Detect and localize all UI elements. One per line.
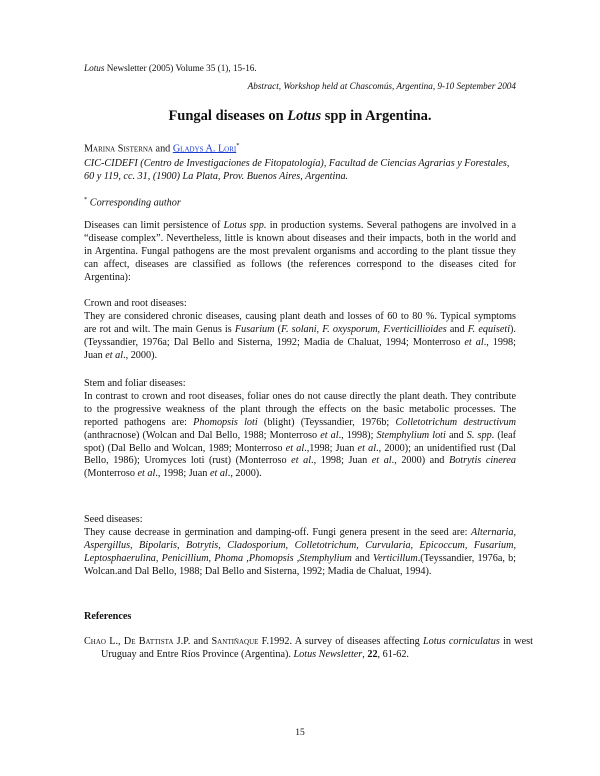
span: , [362,648,368,660]
em: et al [357,442,377,454]
abstract-note [84,80,516,93]
title-pre: Fungal diseases on [168,108,288,124]
em: et al [209,468,228,480]
span: They cause decrease in germination and damping-off. Fungi genera present in the seed are: [84,526,471,538]
intro-lotus: Lotus spp. [223,220,267,231]
stem-paragraph [84,391,516,481]
stem-section [84,378,516,481]
title-italic: Lotus [287,108,322,124]
em: Botrytis cinerea [448,455,516,467]
span: .(Teyssandier, 1976a, b; Wolcan.and Dal Bello, 1988; Dal Bello and Sisterna, 1992; Madia de Chaluat, 1994). [84,552,516,577]
abstract-note-text: Abstract, Workshop held at Chascomús, Argentina, 9-10 September 2004 [247,81,516,91]
span: ., 1998; Juan [84,336,516,361]
journal-name: Lotus [84,63,105,73]
em: S. spp [466,429,492,441]
stem-heading: Stem and foliar diseases: [84,378,186,389]
span: ., 2000). [227,468,262,480]
span: ( [274,323,282,335]
span: ). (Teyssandier, 1976a; Dal Bello and Sisterna, 1992; Madia de Chaluat, 1994; Monterroso [84,323,516,348]
crown-heading: Crown and root diseases: [84,298,187,309]
b: 22 [367,648,378,660]
span: They are considered chronic diseases, causing plant death and losses of 60 to 80 %. Typical symptoms are rot and wilt. The main Genus is [84,310,516,335]
em: Phomopsis loti [193,416,258,428]
corresponding-text: Corresponding author [87,197,181,209]
span: ., 2000). [123,349,158,361]
span: De Battista [123,636,174,647]
em: Stemphylium loti [376,429,446,441]
affiliation [84,158,516,184]
span: Santiñaque [211,636,259,647]
span: Chao [84,636,106,647]
reference-item [84,636,533,662]
span: and [445,429,467,441]
seed-heading: Seed diseases: [84,514,143,525]
span: ., 1998; Juan [155,468,210,480]
intro-a: Diseases can limit persistence of [84,220,224,231]
span: ., 1998); [338,429,377,441]
corresponding-author [84,193,516,210]
seed-paragraph [84,527,516,579]
author-sisterna: Marina Sisterna [84,143,153,155]
span: (anthracnose) (Wolcan and Dal Bello, 1988; Monterroso [84,429,321,441]
em: et al [285,442,305,454]
em: F. equiseti [467,323,511,335]
em: F. solani, F. oxysporum, F.verticillioides [281,323,447,335]
em: et al [464,336,484,348]
span: and [351,552,373,564]
em: et al [291,455,312,467]
span: .,1998; Juan [304,442,358,454]
crown-section [84,298,516,363]
em: Lotus corniculatus [422,636,500,647]
em: et al [137,468,156,480]
span: and [446,323,468,335]
em: et al [320,429,339,441]
span: ., 1998; Juan [311,455,372,467]
em: Fusarium [234,323,275,335]
span: ., 2000); an unidentified rust (Dal Bello, 1986); Uromyces loti (rust) (Monterroso [84,442,516,467]
span: F.1992. A survey of diseases affecting [258,636,423,647]
page-number: 15 [295,728,305,738]
span: In contrast to crown and root diseases, foliar ones do not cause directly the plant death. They contribute to the progressive weakness of the plant through the effects on the basic metabolic processes. The reported pathogens are: [84,390,516,428]
span: (blight) (Teyssandier, 1976b; [257,416,396,428]
b: References [84,611,132,622]
title-post: spp in Argentina. [321,108,432,124]
em: et al [105,349,124,361]
span: J.P. and [173,636,212,647]
citation-line [84,62,516,75]
intro-paragraph [84,220,516,285]
author-lori-link[interactable]: Gladys A. Lori [172,143,237,155]
author-and: and [153,143,173,155]
paper-title [84,110,516,123]
span: , 61-62. [377,648,409,660]
corresponding-marker: * [84,196,88,203]
citation-rest: Newsletter (2005) Volume 35 (1), 15-16. [104,63,257,73]
seed-section [84,514,516,579]
em: Lotus Newsletter [293,648,363,660]
affiliation-text: CIC-CIDEFI (Centro de Investigaciones de Fitopatología), Facultad de Ciencias Agrarias y Forestales, 60 y 119, cc. 31, (1900) La Plata, Prov. Buenos Aires, Argentina. [84,158,510,182]
crown-paragraph [84,311,516,363]
intro-b: in production systems. Several pathogens are involved in a “disease complex”. Nevertheless, little is known about diseases and their impacts, both in the world and in Argentina. Fungal pathogens are the most prevalent organisms and according to the plant tissue they can affect, diseases are classified as follows (the references correspond to the diseases cited for Argentina): [84,220,516,283]
span: ., 2000) and [391,455,449,467]
em: Colletotrichum destructivum [395,416,516,428]
author-line [84,139,516,156]
span: . (leaf spot) (Dal Bello and Wolcan, 1989; Monterroso [84,429,516,454]
span: L., [105,636,124,647]
em: Verticillum [372,552,418,564]
references-heading [84,610,516,623]
author-marker: * [236,142,240,149]
em: et al [371,455,392,467]
span: (Monterroso [84,468,138,480]
span: in west Uruguay and Entre Ríos Province (Argentina). [101,636,533,660]
em: Alternaria, Aspergillus, Bipolaris, Botrytis, Cladosporium, Colletotrichum, Curvularia, Epicoccum, Fusarium, Leptosphaerulina, Penicillium, Phoma ,Phomopsis ,Stemphylium [84,526,516,564]
